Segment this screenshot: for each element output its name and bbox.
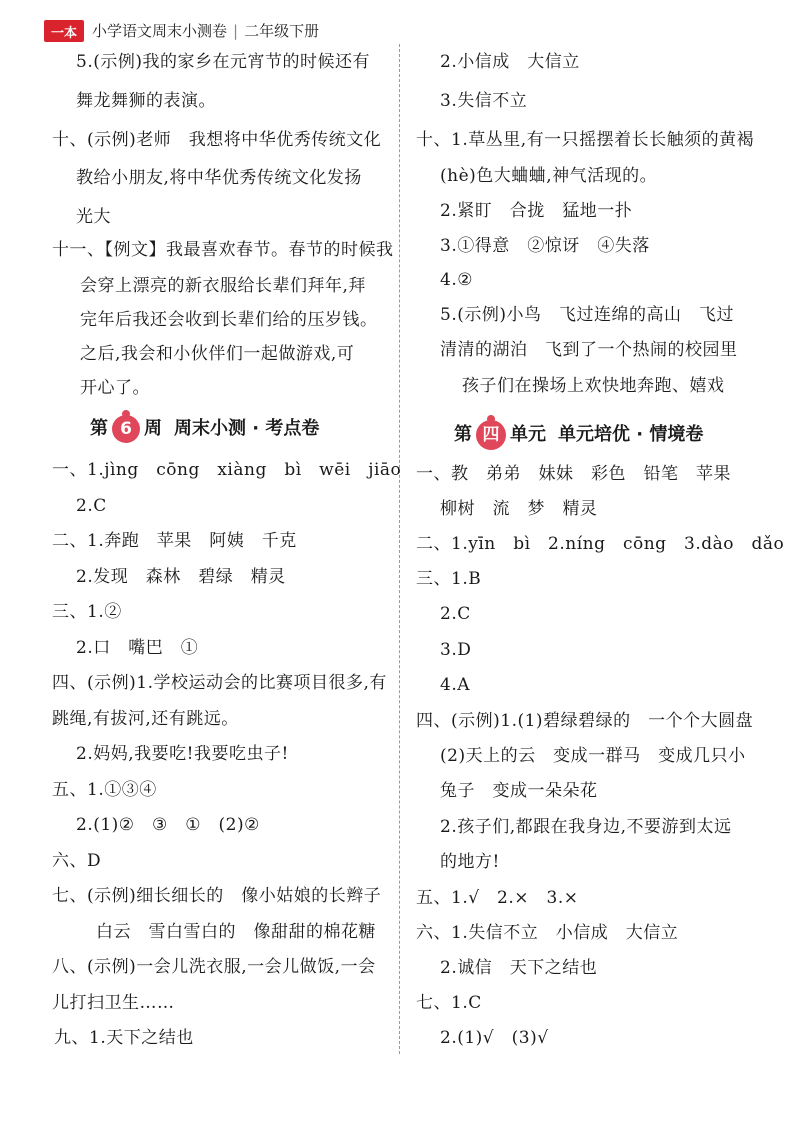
answer-line: 2.小信成 大信立 xyxy=(440,52,580,72)
heading-title: 周末小测 · 考点卷 xyxy=(174,418,320,439)
answer-line: 教给小朋友,将中华优秀传统文化发扬 xyxy=(76,168,362,188)
answer-line: 十一、【例文】我最喜欢春节。春节的时候我 xyxy=(52,240,394,260)
answer-line: 开心了。 xyxy=(80,378,150,398)
answer-line: (hè)色大蛐蛐,神气活现的。 xyxy=(440,166,658,186)
answer-line: 三、1.② xyxy=(52,602,122,622)
heading-prefix: 第 xyxy=(454,424,472,445)
answer-line: 4.A xyxy=(440,675,470,695)
answer-line: 十、1.草丛里,有一只摇摆着长长触须的黄褐 xyxy=(416,130,755,150)
answer-line: 十、(示例)老师 我想将中华优秀传统文化 xyxy=(52,130,382,150)
answer-line: 2.紧盯 合拢 猛地一扑 xyxy=(440,201,633,221)
heading-suffix: 单元 xyxy=(510,424,546,445)
answer-line: 2.(1)√ (3)√ xyxy=(440,1028,549,1048)
answer-line: 2.C xyxy=(440,604,471,624)
answer-line: 八、(示例)一会儿洗衣服,一会儿做饭,一会 xyxy=(52,957,376,977)
answer-line: 2.(1)② ③ ① (2)② xyxy=(76,815,260,835)
column-divider xyxy=(399,44,400,1054)
answer-line: 六、D xyxy=(52,851,102,871)
answer-line: 七、1.C xyxy=(416,993,482,1013)
grade-label: 二年级下册 xyxy=(244,22,320,40)
answer-line: 孩子们在操场上欢快地奔跑、嬉戏 xyxy=(462,376,725,396)
answer-line: 之后,我会和小伙伴们一起做游戏,可 xyxy=(80,344,355,364)
header-title xyxy=(92,20,319,42)
section-heading-unit xyxy=(454,420,703,450)
answer-line: 四、(示例)1.学校运动会的比赛项目很多,有 xyxy=(52,673,387,693)
answer-line: 兔子 变成一朵朵花 xyxy=(440,781,598,801)
answer-line: 一、教 弟弟 妹妹 彩色 铅笔 苹果 xyxy=(416,464,731,484)
answer-line: 的地方! xyxy=(440,852,500,872)
answer-line: 3.D xyxy=(440,640,472,660)
brand-logo: 一本 xyxy=(44,20,84,42)
answer-line: 5.(示例)我的家乡在元宵节的时候还有 xyxy=(76,52,370,72)
section-heading-week xyxy=(90,414,319,444)
answer-line: 3.①得意 ②惊讶 ④失落 xyxy=(440,236,650,256)
heading-title: 单元培优 · 情境卷 xyxy=(558,424,704,445)
answer-line: 舞龙舞狮的表演。 xyxy=(76,91,216,111)
answer-line: (2)天上的云 变成一群马 变成几只小 xyxy=(440,746,746,766)
answer-line: 五、1.√ 2.× 3.× xyxy=(416,888,579,908)
answer-line: 跳绳,有拔河,还有跳远。 xyxy=(52,709,239,729)
answer-line: 2.C xyxy=(76,496,107,516)
answer-line: 二、1.yīn bì 2.níng cōng 3.dào dǎo xyxy=(416,534,785,554)
answer-line: 白云 雪白雪白的 像甜甜的棉花糖 xyxy=(96,922,376,942)
answer-line: 二、1.奔跑 苹果 阿姨 千克 xyxy=(52,531,297,551)
answer-line: 光大 xyxy=(76,207,111,227)
answer-line: 会穿上漂亮的新衣服给长辈们拜年,拜 xyxy=(80,276,366,296)
answer-line: 柳树 流 梦 精灵 xyxy=(440,499,598,519)
week-number-badge: 6 xyxy=(112,415,140,443)
answer-line: 完年后我还会收到长辈们给的压岁钱。 xyxy=(80,310,378,330)
answer-line: 5.(示例)小鸟 飞过连绵的高山 飞过 xyxy=(440,305,734,325)
answer-line: 2.妈妈,我要吃!我要吃虫子! xyxy=(76,744,289,764)
answer-line: 九、1.天下之结也 xyxy=(54,1028,194,1048)
heading-prefix: 第 xyxy=(90,418,108,439)
unit-number-badge: 四 xyxy=(476,420,506,450)
answer-line: 清清的湖泊 飞到了一个热闹的校园里 xyxy=(440,340,738,360)
heading-suffix: 周 xyxy=(144,418,162,439)
answer-line: 七、(示例)细长细长的 像小姑娘的长辫子 xyxy=(52,886,382,906)
answer-line: 一、1.jìng cōng xiàng bì wēi jiāo xyxy=(52,460,402,480)
answer-line: 儿打扫卫生…… xyxy=(52,993,175,1013)
answer-line: 3.失信不立 xyxy=(440,91,528,111)
answer-line: 2.诚信 天下之结也 xyxy=(440,958,598,978)
answer-line: 六、1.失信不立 小信成 大信立 xyxy=(416,923,679,943)
answer-line: 4.② xyxy=(440,270,473,290)
answer-line: 四、(示例)1.(1)碧绿碧绿的 一个个大圆盘 xyxy=(416,711,754,731)
answer-line: 2.发现 森林 碧绿 精灵 xyxy=(76,567,286,587)
page-header xyxy=(0,0,800,44)
answer-line: 五、1.①③④ xyxy=(52,780,157,800)
book-title: 小学语文周末小测卷 xyxy=(92,22,228,40)
header-separator: | xyxy=(233,22,239,40)
answer-line: 三、1.B xyxy=(416,569,482,589)
answer-line: 2.孩子们,都跟在我身边,不要游到太远 xyxy=(440,817,732,837)
answer-line: 2.口 嘴巴 ① xyxy=(76,638,199,658)
